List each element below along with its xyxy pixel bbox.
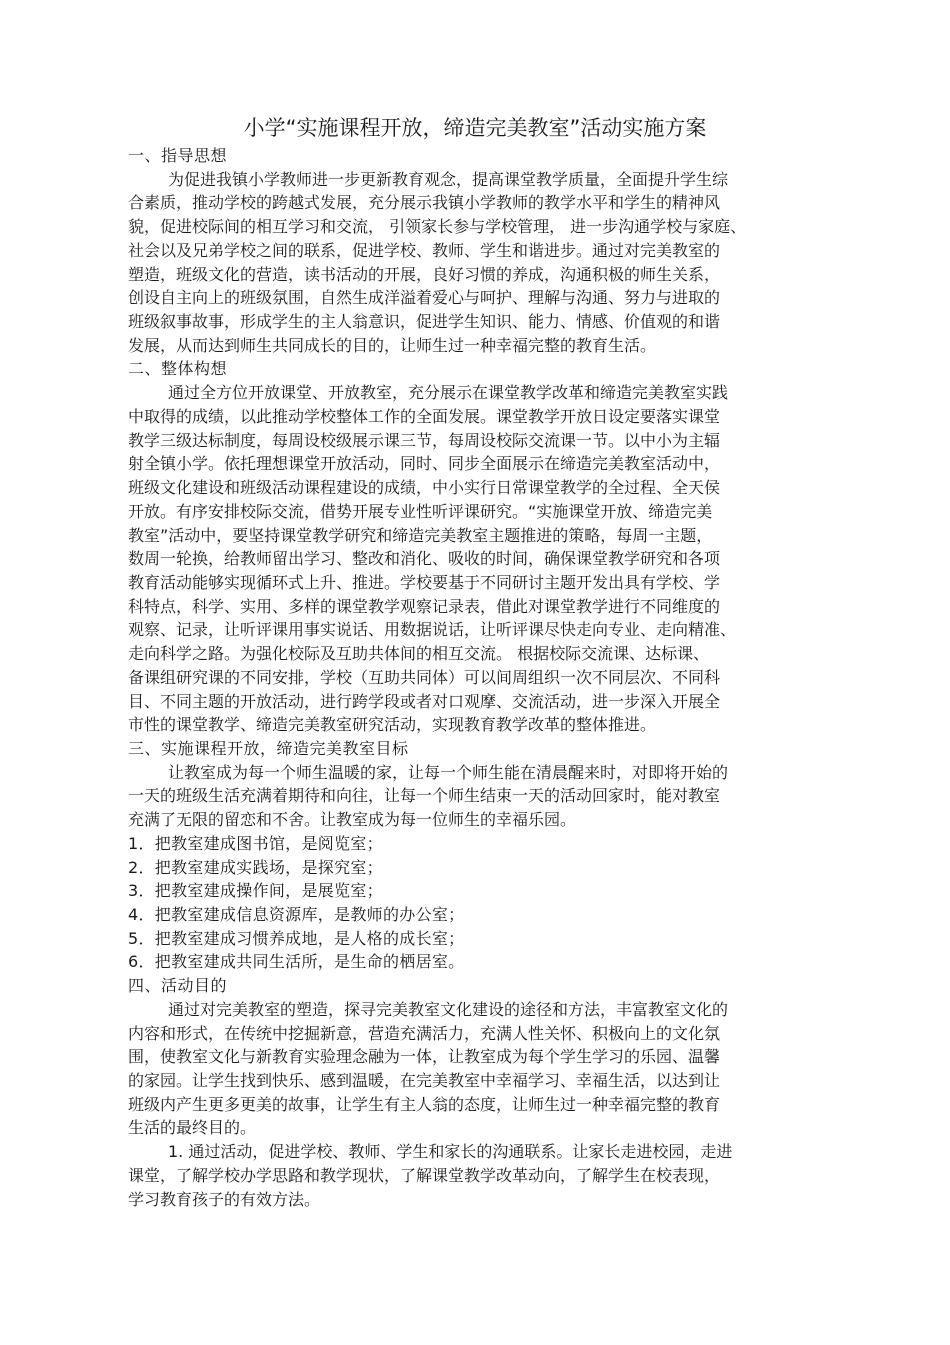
list-item: 5．把教室建成习惯养成地，是人格的成长室； xyxy=(128,928,465,948)
paragraph-line: 课堂，了解学校办学思路和教学现状，了解课堂教学改革动向，了解学生在校表现， xyxy=(128,1165,721,1185)
paragraph-line: 科特点，科学、实用、多样的课堂教学观察记录表，借此对课堂教学进行不同维度的 xyxy=(128,596,721,616)
paragraph-line: 数周一轮换，给教师留出学习、整改和消化、吸收的时间，确保课堂教学研究和各项 xyxy=(128,549,721,569)
section-heading: 一、指导思想 xyxy=(128,146,228,165)
paragraph-line: 充满了无限的留恋和不舍。让教室成为每一位师生的幸福乐园。 xyxy=(128,810,577,830)
section-heading: 二、整体构想 xyxy=(128,359,228,379)
paragraph-line: 创设自主向上的班级氛围，自然生成洋溢着爱心与呵护、理解与沟通、努力与进取的 xyxy=(128,288,721,308)
paragraph-line: 内容和形式，在传统中挖掘新意，营造充满活力，充满人性关怀、积极向上的文化氛 xyxy=(128,1023,721,1043)
paragraph-line: 教学三级达标制度，每周设校级展示课三节，每周设校际交流课一节。以中小为主辐 xyxy=(128,430,721,450)
document-title: 小学“实施课程开放，缔造完美教室”活动实施方案 xyxy=(243,116,707,140)
list-item: 6．把教室建成共同生活所，是生命的栖居室。 xyxy=(128,952,465,972)
paragraph-line: 合素质，推动学校的跨越式发展，充分展示我镇小学教师的教学水平和学生的精神风 xyxy=(128,193,721,213)
paragraph-line: 发展，从而达到师生共同成长的目的，让师生过一种幸福完整的教育生活。 xyxy=(128,335,657,355)
paragraph-line: 班级文化建设和班级活动课程建设的成绩，中小实行日常课堂教学的全过程、全天侯 xyxy=(128,478,721,498)
list-item: 3．把教室建成操作间，是展览室； xyxy=(128,881,383,901)
paragraph-line: 貌，促进校际间的相互学习和交流， 引领家长参与学校管理， 进一步沟通学校与家庭、 xyxy=(128,217,747,237)
paragraph-line: 教育活动能够实现循环式上升、推进。学校要基于不同研讨主题开发出具有学校、学 xyxy=(128,572,721,592)
section-heading: 四、活动目的 xyxy=(128,976,228,996)
paragraph-line: 为促进我镇小学教师进一步更新教育观念，提高课堂教学质量，全面提升学生综 xyxy=(168,169,729,189)
paragraph-line: 班级内产生更多更美的故事，让学生有主人翁的态度，让师生过一种幸福完整的教育 xyxy=(128,1094,721,1114)
paragraph-line: 通过对完美教室的塑造，探寻完美教室文化建设的途径和方法，丰富教室文化的 xyxy=(168,999,729,1019)
paragraph-line: 中取得的成绩，以此推动学校整体工作的全面发展。课堂教学开放日设定要落实课堂 xyxy=(128,406,721,426)
paragraph-line: 塑造，班级文化的营造，读书活动的开展，良好习惯的养成，沟通积极的师生关系， xyxy=(128,264,721,284)
paragraph-line: 一天的班级生活充满着期待和向往，让每一个师生结束一天的活动回家时，能对教室 xyxy=(128,786,721,806)
paragraph-line: 目、不同主题的开放活动，进行跨学段或者对口观摩、交流活动，进一步深入开展全 xyxy=(128,691,721,711)
paragraph-line: 班级叙事故事，形成学生的主人翁意识，促进学生知识、能力、情感、价值观的和谐 xyxy=(128,312,721,332)
paragraph-line: 生活的最终目的。 xyxy=(128,1118,257,1138)
paragraph-line: 1. 通过活动，促进学校、教师、学生和家长的沟通联系。让家长走进校园，走进 xyxy=(168,1142,733,1162)
document-body xyxy=(128,144,840,1211)
paragraph-line: 让教室成为每一个师生温暖的家，让每一个师生能在清晨醒来时，对即将开始的 xyxy=(168,762,729,782)
section-heading: 三、实施课程开放，缔造完美教室目标 xyxy=(128,738,409,758)
paragraph-line: 学习教育孩子的有效方法。 xyxy=(128,1189,321,1209)
paragraph-line: 开放。有序安排校际交流，借势开展专业性听评课研究。“实施课堂开放、缔造完美 xyxy=(128,501,713,521)
list-item: 2．把教室建成实践场，是探究室； xyxy=(128,857,383,877)
list-item: 4．把教室建成信息资源库，是教师的办公室； xyxy=(128,905,465,924)
paragraph-line: 的家园。让学生找到快乐、感到温暖，在完美教室中幸福学习、幸福生活，以达到让 xyxy=(128,1071,721,1091)
paragraph-line: 教室”活动中，要坚持课堂教学研究和缔造完美教室主题推进的策略，每周一主题， xyxy=(128,525,713,545)
list-item: 1．把教室建成图书馆，是阅览室； xyxy=(128,833,383,853)
paragraph-line: 观察、记录，让听评课用事实说话、用数据说话，让听评课尽快走向专业、走向精准、 xyxy=(128,620,737,640)
paragraph-line: 备课组研究课的不同安排，学校（互助共同体）可以间周组织一次不同层次、不同科 xyxy=(128,667,721,687)
paragraph-line: 社会以及兄弟学校之间的联系，促进学校、教师、学生和谐进步。通过对完美教室的 xyxy=(128,240,721,260)
paragraph-line: 走向科学之路。为强化校际及互助共体间的相互交流。 根据校际交流课、达标课、 xyxy=(128,644,710,664)
paragraph-line: 射全镇小学。依托理想课堂开放活动，同时、同步全面展示在缔造完美教室活动中， xyxy=(128,454,721,474)
paragraph-line: 市性的课堂教学、缔造完美教室研究活动，实现教育教学改革的整体推进。 xyxy=(128,715,657,735)
paragraph-line: 围，使教室文化与新教育实验理念融为一体，让教室成为每个学生学习的乐园、温馨 xyxy=(128,1047,721,1067)
paragraph-line: 通过全方位开放课堂、开放教室，充分展示在课堂教学改革和缔造完美教室实践 xyxy=(168,383,729,403)
